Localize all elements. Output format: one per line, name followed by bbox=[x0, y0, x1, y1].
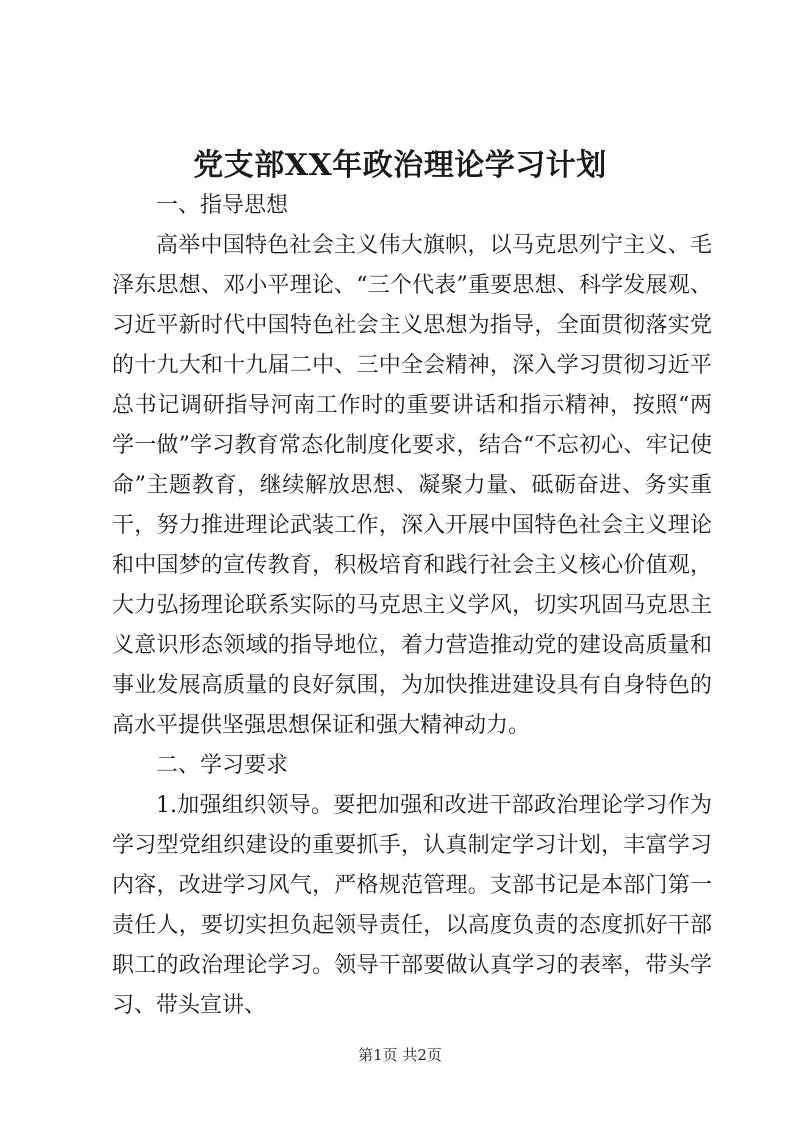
document-body bbox=[112, 186, 712, 1026]
section-heading-study-requirements: 二、学习要求 bbox=[156, 753, 289, 778]
page-number-footer: 第1页 共2页 bbox=[358, 1046, 442, 1064]
document-title: 党支部XX年政治理论学习计划 bbox=[193, 148, 607, 183]
section-paragraph-guiding-ideology: 高举中国特色社会主义伟大旗帜，以马克思列宁主义、毛泽东思想、邓小平理论、“三个代表”重要思想、科学发展观、习近平新时代中国特色社会主义思想为指导，全面贯彻落实党的十九大和十九届二中、三中全会精神，深入学习贯彻习近平总书记调研指导河南工作时的重要讲话和指示精神，按照“两学一做”学习教育常态化制度化要求，结合“不忘初心、牢记使命”主题教育，继续解放思想、凝聚力量、砥砺奋进、务实重干，努力推进理论武装工作，深入开展中国特色社会主义理论和中国梦的宣传教育，积极培育和践行社会主义核心价值观，大力弘扬理论联系实际的马克思主义学风，切实巩固马克思主义意识形态领域的指导地位，着力营造推动党的建设高质量和事业发展高质量的良好氛围，为加快推进建设具有自身特色的高水平提供坚强思想保证和强大精神动力。 bbox=[112, 233, 712, 738]
section-heading-guiding-ideology: 一、指导思想 bbox=[156, 193, 289, 218]
section-paragraph-study-requirements: 1.加强组织领导。要把加强和改进干部政治理论学习作为学习型党组织建设的重要抓手，认真制定学习计划，丰富学习内容，改进学习风气，严格规范管理。支部书记是本部门第一责任人，要切实担负起领导责任，以高度负责的态度抓好干部职工的政治理论学习。领导干部要做认真学习的表率，带头学习、带头宣讲、 bbox=[112, 793, 712, 1018]
